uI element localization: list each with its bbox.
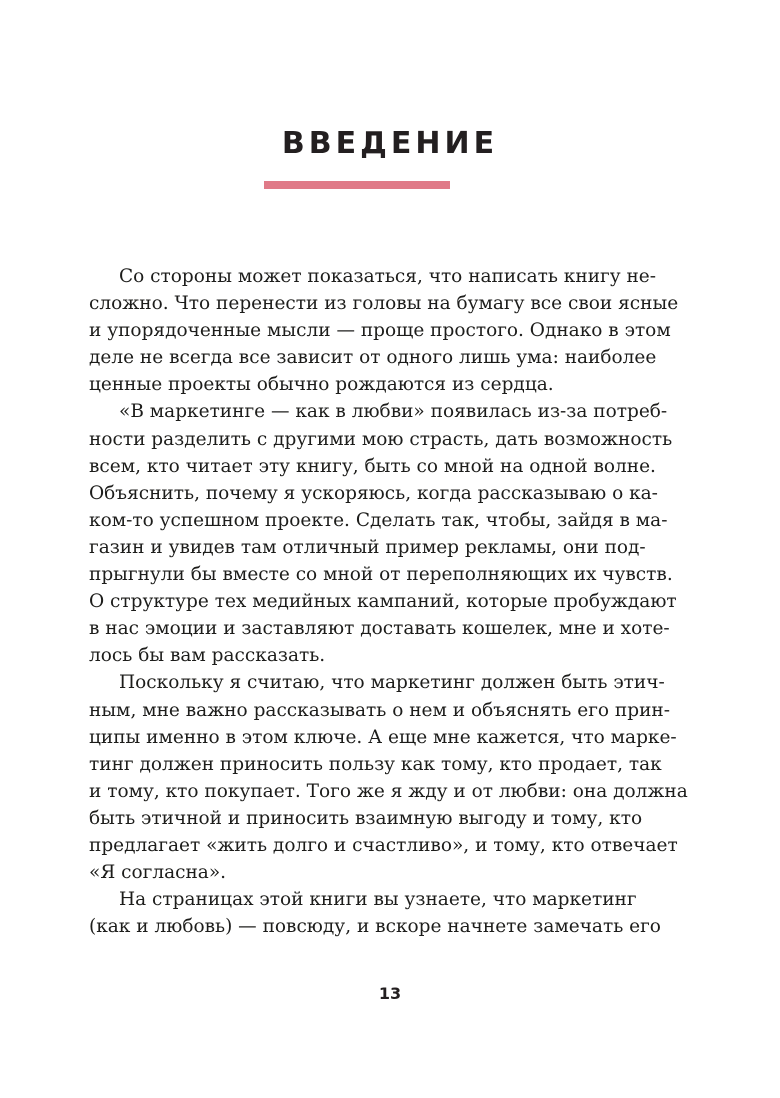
chapter-title: ВВЕДЕНИЕ — [281, 126, 499, 161]
text-line: «Я согласна». — [89, 862, 227, 884]
page-number: 13 — [378, 984, 402, 1003]
body-text — [89, 263, 688, 940]
text-line: ным, мне важно рассказывать о нем и объяснять его прин- — [89, 699, 670, 721]
text-line: предлагает «жить долго и счастливо», и тому, кто отвечает — [89, 834, 678, 856]
text-line: ципы именно в этом ключе. А еще мне кажется, что марке- — [89, 726, 677, 748]
text-line: Объяснить, почему я ускоряюсь, когда рассказываю о ка- — [89, 482, 658, 504]
text-line: ком-то успешном проекте. Сделать так, чтобы, зайдя в ма- — [89, 509, 668, 531]
text-line: «В маркетинге — как в любви» появилась из-за потреб- — [119, 401, 668, 423]
text-line: О структуре тех медийных кампаний, которые пробуждают — [89, 591, 677, 613]
text-line: ности разделить с другими мою страсть, дать возможность — [89, 428, 673, 450]
text-line: сложно. Что перенести из головы на бумагу все свои ясные — [89, 293, 679, 315]
paragraph — [89, 669, 688, 886]
text-line: всем, кто читает эту книгу, быть со мной на одной волне. — [89, 455, 656, 477]
title-underline — [264, 181, 450, 189]
text-line: Поскольку я считаю, что маркетинг должен быть этич- — [119, 672, 665, 694]
text-line: Со стороны может показаться, что написать книгу не- — [119, 266, 657, 287]
text-line: деле не всегда все зависит от одного лишь ума: наиболее — [89, 347, 657, 369]
text-line: На страницах этой книги вы узнаете, что маркетинг — [119, 889, 637, 911]
paragraph — [89, 886, 661, 940]
paragraph — [89, 263, 679, 398]
text-line: и упорядоченные мысли — проще простого. Однако в этом — [89, 320, 671, 342]
text-line: (как и любовь) — повсюду, и вскоре начнете замечать его — [89, 916, 661, 938]
text-line: тинг должен приносить пользу как тому, кто продает, так — [89, 753, 662, 775]
text-line: в нас эмоции и заставляют доставать кошелек, мне и хоте- — [89, 618, 670, 640]
text-line: и тому, кто покупает. Того же я жду и от любви: она должна — [89, 780, 688, 802]
text-line: лось бы вам рассказать. — [89, 645, 326, 667]
text-line: ценные проекты обычно рождаются из сердца. — [89, 374, 554, 396]
text-line: газин и увидев там отличный пример рекламы, они под- — [89, 536, 646, 558]
text-line: быть этичной и приносить взаимную выгоду и тому, кто — [89, 807, 643, 829]
text-line: прыгнули бы вместе со мной от переполняющих их чувств. — [89, 564, 673, 586]
paragraph — [89, 398, 677, 669]
